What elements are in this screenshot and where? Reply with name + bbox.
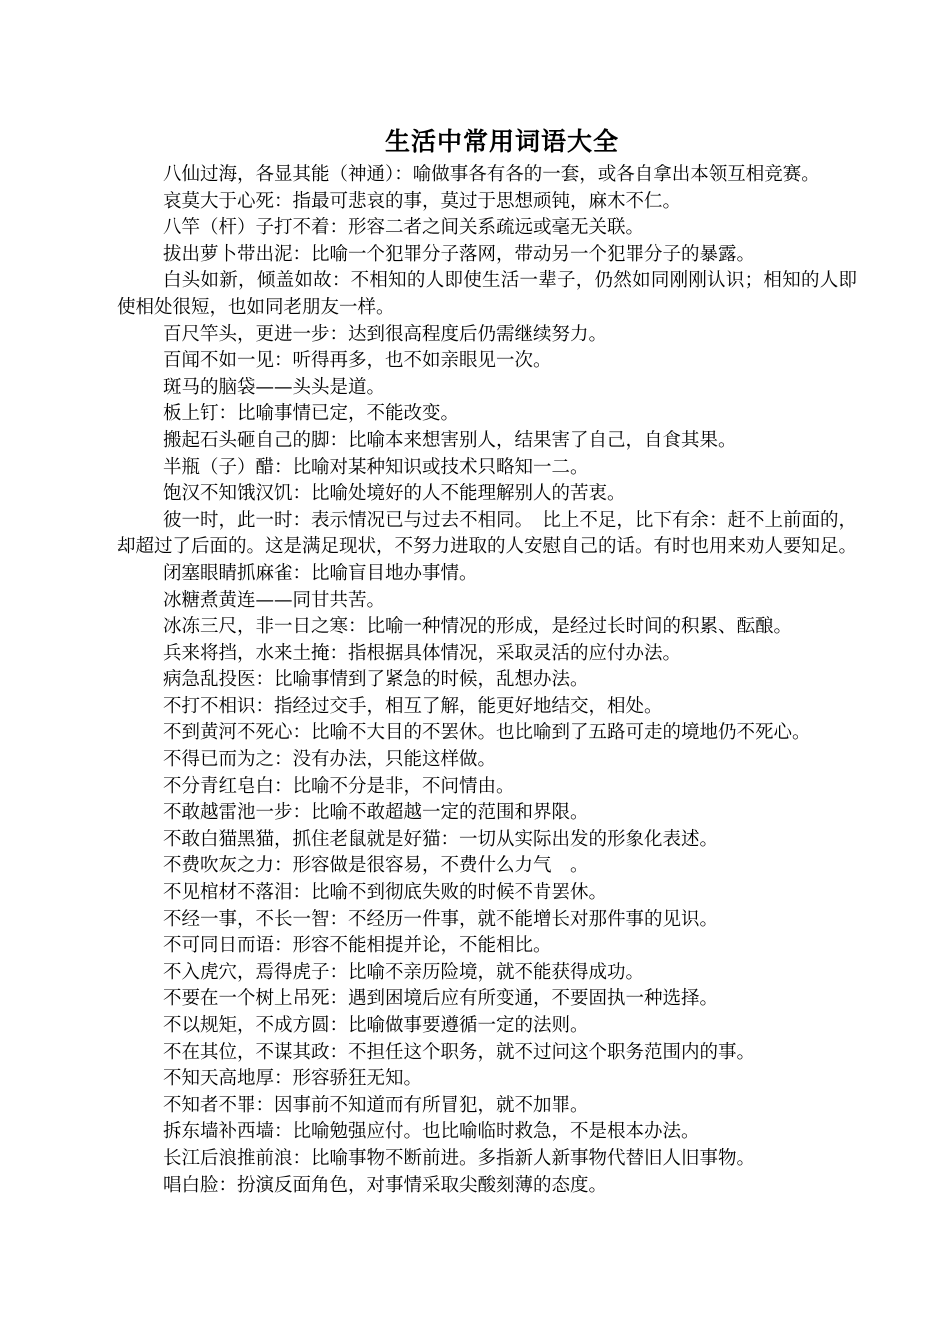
list-item: 不分青红皂白：比喻不分是非，不问情由。 xyxy=(163,775,515,797)
list-item: 冰冻三尺，非一日之寒：比喻一种情况的形成，是经过长时间的积累、酝酿。 xyxy=(163,616,793,638)
list-item: 百闻不如一见：听得再多，也不如亲眼见一次。 xyxy=(163,350,552,372)
document-page xyxy=(117,122,857,1199)
list-item: 不在其位，不谋其政：不担任这个职务，就不过问这个职务范围内的事。 xyxy=(163,1041,756,1063)
list-item: 兵来将挡，水来土掩：指根据具体情况，采取灵活的应付办法。 xyxy=(163,642,682,664)
list-item: 拆东墙补西墙：比喻勉强应付。也比喻临时救急，不是根本办法。 xyxy=(163,1121,700,1143)
list-item: 八竿（杆）子打不着：形容二者之间关系疏远或毫无关联。 xyxy=(163,217,645,239)
list-item: 半瓶（子）醋：比喻对某种知识或技术只略知一二。 xyxy=(163,456,589,478)
list-item: 不见棺材不落泪：比喻不到彻底失败的时候不肯罢休。 xyxy=(163,882,608,904)
list-item: 白头如新，倾盖如故：不相知的人即使生活一辈子，仍然如同刚刚认识；相知的人即使相处很短，也如同老朋友一样。 xyxy=(117,270,857,318)
list-item: 搬起石头砸自己的脚：比喻本来想害别人，结果害了自己，自食其果。 xyxy=(163,429,737,451)
list-item: 病急乱投医：比喻事情到了紧急的时候，乱想办法。 xyxy=(163,669,589,691)
list-item: 八仙过海，各显其能（神通）：喻做事各有各的一套，或各自拿出本领互相竞赛。 xyxy=(163,164,820,185)
list-item: 不经一事，不长一智：不经历一件事，就不能增长对那件事的见识。 xyxy=(163,908,719,930)
list-item: 彼一时，此一时：表示情况已与过去不相同。 比上不足，比下有余：赶不上前面的，却超过了后面的。这是满足现状，不努力进取的人安慰自己的话。有时也用来劝人要知足。 xyxy=(117,509,858,558)
list-item: 冰糖煮黄连——同甘共苦。 xyxy=(163,589,386,611)
list-item: 长江后浪推前浪：比喻事物不断前进。多指新人新事物代替旧人旧事物。 xyxy=(163,1147,756,1169)
list-item: 闭塞眼睛抓麻雀：比喻盲目地办事情。 xyxy=(163,562,478,584)
list-item: 不敢白猫黑猫，抓住老鼠就是好猫：一切从实际出发的形象化表述。 xyxy=(163,828,719,850)
list-item: 不要在一个树上吊死：遇到困境后应有所变通，不要固执一种选择。 xyxy=(163,988,719,1010)
document-title: 生活中常用词语大全 xyxy=(384,127,619,156)
list-item: 不打不相识：指经过交手，相互了解，能更好地结交，相处。 xyxy=(163,695,663,717)
list-item: 不可同日而语：形容不能相提并论，不能相比。 xyxy=(163,935,552,957)
entry-list xyxy=(117,162,857,1199)
list-item: 不知天高地厚：形容骄狂无知。 xyxy=(163,1068,423,1090)
list-item: 不费吹灰之力：形容做是很容易，不费什么力气 。 xyxy=(163,855,589,877)
list-item: 不知者不罪：因事前不知道而有所冒犯，就不加罪。 xyxy=(163,1094,589,1116)
list-item: 斑马的脑袋——头头是道。 xyxy=(163,376,386,398)
list-item: 不以规矩，不成方圆：比喻做事要遵循一定的法则。 xyxy=(163,1015,589,1036)
list-item: 拔出萝卜带出泥：比喻一个犯罪分子落网，带动另一个犯罪分子的暴露。 xyxy=(163,243,756,265)
list-item: 不到黄河不死心：比喻不大目的不罢休。也比喻到了五路可走的境地仍不死心。 xyxy=(163,722,811,744)
list-item: 不得已而为之：没有办法，只能这样做。 xyxy=(163,749,497,771)
list-item: 不敢越雷池一步：比喻不敢超越一定的范围和界限。 xyxy=(163,802,589,824)
list-item: 唱白脸：扮演反面角色，对事情采取尖酸刻薄的态度。 xyxy=(163,1174,608,1196)
list-item: 饱汉不知饿汉饥：比喻处境好的人不能理解别人的苦衷。 xyxy=(163,483,626,505)
list-item: 哀莫大于心死：指最可悲哀的事，莫过于思想顽钝，麻木不仁。 xyxy=(163,190,682,212)
list-item: 百尺竿头，更进一步：达到很高程度后仍需继续努力。 xyxy=(163,323,608,345)
list-item: 不入虎穴，焉得虎子：比喻不亲历险境，就不能获得成功。 xyxy=(163,961,645,983)
list-item: 板上钉：比喻事情已定，不能改变。 xyxy=(163,403,460,425)
